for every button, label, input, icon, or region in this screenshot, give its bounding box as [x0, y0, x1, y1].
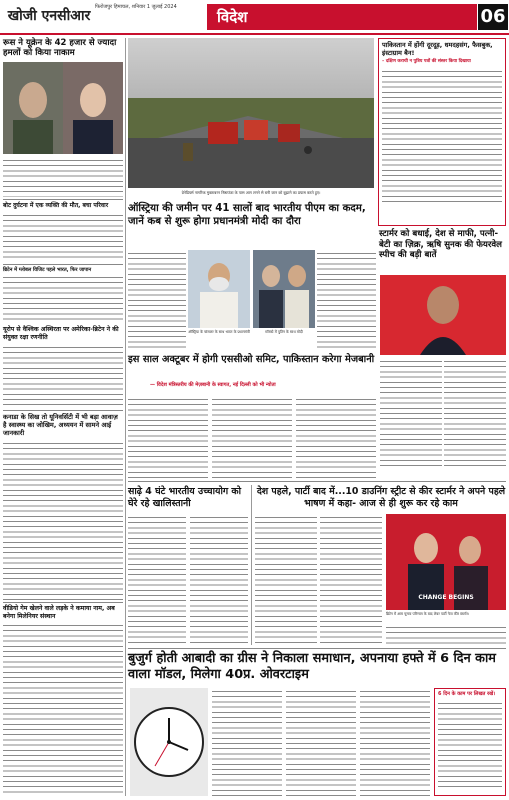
divider: [3, 410, 123, 411]
divider: [3, 264, 123, 265]
austria-headline: ऑस्ट्रिया की जमीन पर 41 सालों बाद भारतीय पीएम का कदम, जानें कब से शुरू होगा प्रधानमंत्री मोदी का दौरा: [128, 203, 366, 227]
greece-body-col2: [286, 688, 356, 796]
sunak-body-col2: [444, 358, 506, 470]
sco-subhead: — विदेश मंत्रिस्तरीय की मेज़बानी के स्वागत, नई दिल्ली को भी न्योता: [150, 382, 276, 388]
change-banner: CHANGE BEGINS: [418, 594, 474, 601]
wildfire-photo: [128, 38, 374, 188]
starmer-body-col2: [320, 514, 382, 644]
wildfire-scene-icon: [128, 38, 374, 188]
story5-headline: वीडियो गेम खेलने वाले लड़के ने कमाया नाम, अब बनेगा मिलेनियर संस्थान: [3, 605, 115, 620]
greece-body-col1: [212, 688, 282, 796]
sunak-body-col1: [380, 358, 442, 470]
masthead: [0, 0, 509, 34]
fire-photo-caption: ग्रेनेडियर्स नागरिक मुक्ताबरन निष्ठापंजा के पास आग लगने से बनी जान को बुझाने का प्रयास करते हुए।: [181, 190, 321, 195]
greece-box-body: [438, 700, 502, 788]
handshake-photo-icon: [253, 250, 315, 328]
austria-caption-left: ऑस्ट्रिया के चांसलर के साथ भारत के प्रधानमंत्री: [188, 330, 250, 334]
sunak-headline: स्टार्मर को बधाई, देश से माफी, पत्नी-बेटी का ज़िक्र, ऋषि सुनक की फेयरवेल स्पीच की बड़ी बातें: [379, 229, 502, 260]
greece-body-col3: [360, 688, 430, 796]
pakistan-story-box: [378, 38, 506, 226]
portraits-photo-icon: [3, 62, 123, 154]
pakistan-headline: पाकिस्तान में होंगी दूरदूड़, धमदहसंग, फैसबुक, इंस्टाग्राम बैन!: [382, 41, 493, 57]
khalistan-body-col1: [128, 514, 186, 644]
issue-line: फिरोजपुर हिमाचल, शनिवार 1 जुलाई 2024: [95, 4, 177, 10]
starmer-caption: ब्रिटेन में आम चुनाव परिणाम के बाद लेबर पार्टी नेता कीर स्टार्मर।: [386, 612, 470, 616]
story1-body: [3, 157, 123, 197]
column-divider: [125, 38, 126, 796]
left-column: [3, 38, 123, 58]
sunak-photo: [380, 275, 506, 355]
pakistan-body: [382, 68, 502, 202]
divider: [128, 481, 506, 482]
header-rule: [0, 33, 509, 35]
story5-body: [3, 622, 123, 795]
story2-body: [3, 212, 123, 262]
divider: [3, 602, 123, 603]
column-divider: [251, 485, 252, 645]
starmer-photo: [386, 514, 506, 610]
greece-box-title: 6 दिन के काम पर लिखत रखें।: [438, 691, 496, 697]
greece-sidebar-box: [434, 688, 506, 796]
sco-headline: इस साल अक्टूबर में होगी एससीओ समिट, पाकिस्तान करेगा मेजबानी: [128, 354, 375, 365]
sco-body-col1: [128, 396, 208, 478]
khalistan-headline: साढ़े 4 घंटे भारतीय उच्चायोग को घेरे रहे खालिस्तानी: [128, 486, 242, 509]
divider: [128, 648, 506, 649]
starmer-headline: देश पहले, पार्टी बाद में...10 डाउनिंग स्ट्रीट से कीर स्टार्मर ने अपने पहले भाषण में कहा- आज से ही शुरू कर रहे काम: [256, 486, 506, 509]
section-title: विदेश: [207, 4, 477, 30]
clock-photo: [130, 688, 208, 796]
story2-headline: बोट दुर्घटना में एक व्यक्ति की मौत, बचा परिवार: [3, 202, 109, 209]
sco-body-col2: [212, 396, 292, 478]
clock-icon: [130, 688, 208, 796]
modi-photo: [188, 250, 250, 328]
modi-putin-photo: [253, 250, 315, 328]
austria-body-col1: [128, 250, 186, 348]
story3-body: [3, 274, 123, 324]
austria-caption-right: मॉस्को में पुतिन के साथ मोदी: [265, 330, 303, 334]
khalistan-body-col2: [190, 514, 248, 644]
story1-headline: रूस ने यूक्रेन के 42 हजार से ज्यादा हमलों को किया नाकाम: [3, 38, 117, 58]
newspaper-logo: [3, 2, 95, 28]
modi-portrait-icon: [188, 250, 250, 328]
story3-headline: ब्रिटेन में ग्लोबल विजिट पहले भारत, फिर जापान: [3, 267, 92, 273]
story3-subheadline: यूरोप से वैश्विक अस्थिरता पर अमेरिका-ब्रिटेन ने की संयुक्त रक्षा रणनीति: [3, 326, 119, 341]
sco-body-col3: [296, 396, 376, 478]
story4-headline: कनाडा के सिख तो यूनिवर्सिटी में भी बड़ा आवाज़ है स्वास्थ्य का जोखिम, अध्ययन में सामने आई जानकारी: [3, 413, 118, 437]
putin-zelensky-photo: [3, 62, 123, 154]
divider: [3, 199, 123, 200]
greece-headline: बुजुर्ग होती आबादी का ग्रीस ने निकाला समाधान, अपनाया हफ्ते में 6 दिन काम वाला मॉडल, मिलेगा 40प्र. ओवरटाइम: [128, 651, 496, 682]
sunak-portrait-icon: [380, 275, 506, 355]
logo-text: खोजी एनसीआर: [7, 7, 91, 24]
starmer-body-col1: [255, 514, 317, 644]
austria-body-col2: [317, 250, 376, 348]
story3-more-body: [3, 344, 123, 408]
page-number: 06: [478, 4, 508, 30]
pakistan-subhead: – दक्षिण कराची न पुत्रिय पत्रों की संस्तर किया दिखाया: [382, 59, 471, 64]
story4-body: [3, 440, 123, 600]
starmer-body-col3: [386, 624, 506, 644]
